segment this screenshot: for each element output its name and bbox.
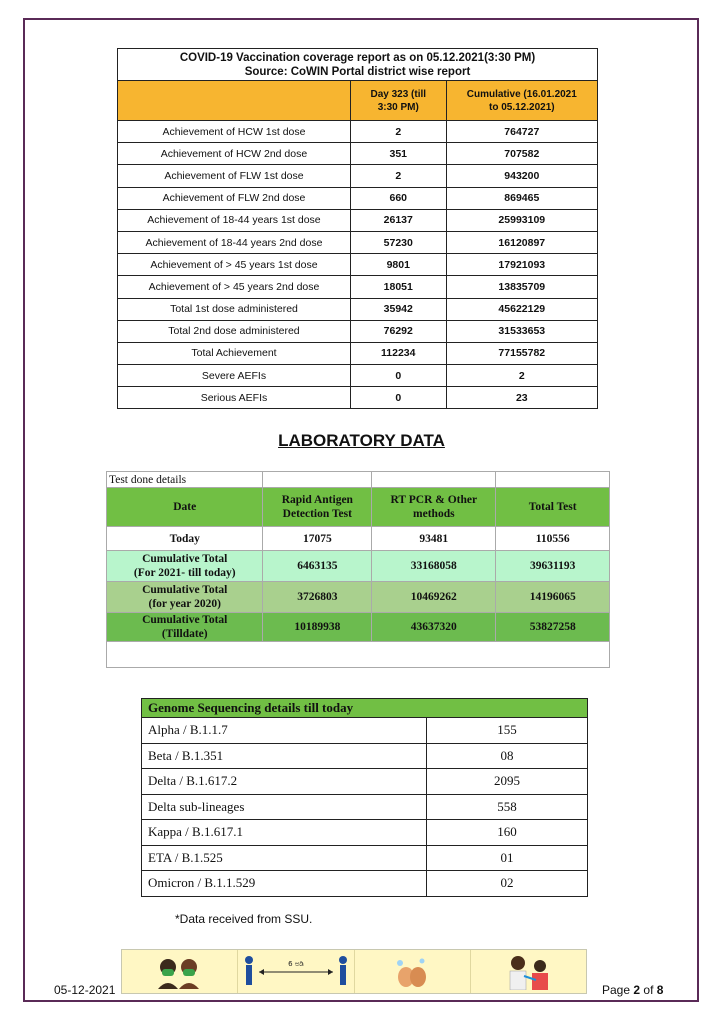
banner-distance-section [238,950,354,993]
data-note: *Data received from SSU. [175,912,313,926]
lab-row [107,551,610,582]
vaccination-row [118,276,598,298]
vaccination-row-label: Severe AEFIs [118,365,351,387]
genome-count: 558 [427,794,588,820]
vaccination-title-line1: COVID-19 Vaccination coverage report as on 05.12.2021(3:30 PM) [179,51,536,64]
vaccination-row-label: Total Achievement [118,342,351,364]
vaccination-row-label: Achievement of FLW 2nd dose [118,187,351,209]
genome-variant: Alpha / B.1.1.7 [142,718,427,744]
vaccination-row-cumulative: 2 [446,365,597,387]
vaccination-row-cumulative: 31533653 [446,320,597,342]
lab-header-date: Date [107,488,263,527]
genome-variant: Delta / B.1.617.2 [142,769,427,795]
vaccination-row [118,342,598,364]
vaccination-row [118,209,598,231]
lab-row-rtpcr: 10469262 [372,582,496,613]
genome-count: 08 [427,743,588,769]
vaccination-row-label: Achievement of > 45 years 2nd dose [118,276,351,298]
vaccination-row [118,298,598,320]
genome-count: 02 [427,871,588,897]
genome-row [142,718,588,744]
vaccination-row-cumulative: 869465 [446,187,597,209]
lab-row [107,582,610,613]
vaccination-row [118,165,598,187]
vaccination-row-day: 0 [350,365,446,387]
lab-row-label: Cumulative Total (For 2021- till today) [107,551,263,582]
vaccination-row-cumulative: 45622129 [446,298,597,320]
genome-row [142,743,588,769]
lab-row-label: Cumulative Total (Tilldate) [107,613,263,642]
vaccination-row-label: Achievement of HCW 1st dose [118,121,351,143]
safety-banner [121,949,587,994]
vaccination-row-day: 2 [350,165,446,187]
vaccination-row-day: 76292 [350,320,446,342]
vaccination-row [118,254,598,276]
vaccination-row [118,320,598,342]
genome-count: 155 [427,718,588,744]
lab-row-rapid: 6463135 [263,551,372,582]
lab-row-total: 110556 [496,527,610,551]
vaccination-row-cumulative: 17921093 [446,254,597,276]
vaccination-row-cumulative: 23 [446,387,597,409]
header-day: Day 323 (till 3:30 PM) [350,81,446,121]
genome-count: 01 [427,845,588,871]
vaccination-row-day: 0 [350,387,446,409]
handwash-icon [392,955,432,989]
vaccination-row-day: 35942 [350,298,446,320]
vaccination-row-cumulative: 707582 [446,143,597,165]
lab-row-total: 39631193 [496,551,610,582]
lab-top-label: Test done details [107,472,263,488]
vaccine-icon [498,954,558,990]
vaccination-row [118,387,598,409]
genome-variant: Kappa / B.1.617.1 [142,820,427,846]
genome-variant: ETA / B.1.525 [142,845,427,871]
vaccination-row-day: 351 [350,143,446,165]
vaccination-row-day: 660 [350,187,446,209]
vaccination-row-cumulative: 25993109 [446,209,597,231]
vaccination-row [118,231,598,253]
footer-date: 05-12-2021 [54,983,116,997]
vaccination-row-cumulative: 943200 [446,165,597,187]
lab-row-rapid: 3726803 [263,582,372,613]
vaccination-row-label: Total 1st dose administered [118,298,351,320]
header-cumulative: Cumulative (16.01.2021 to 05.12.2021) [446,81,597,121]
lab-row-rtpcr: 93481 [372,527,496,551]
lab-table [106,471,610,668]
lab-header-rapid: Rapid Antigen Detection Test [263,488,372,527]
lab-row-total: 53827258 [496,613,610,642]
lab-row-rapid: 10189938 [263,613,372,642]
vaccination-row-label: Achievement of HCW 2nd dose [118,143,351,165]
genome-variant: Beta / B.1.351 [142,743,427,769]
lab-heading: LABORATORY DATA [278,431,445,450]
lab-row-rtpcr: 43637320 [372,613,496,642]
genome-table [141,698,588,897]
lab-row [107,527,610,551]
vaccination-row-day: 2 [350,121,446,143]
vaccination-row-label: Total 2nd dose administered [118,320,351,342]
lab-row-label: Cumulative Total (for year 2020) [107,582,263,613]
genome-row [142,794,588,820]
genome-row [142,871,588,897]
vaccination-row-cumulative: 77155782 [446,342,597,364]
genome-count: 160 [427,820,588,846]
genome-row [142,769,588,795]
lab-header-total: Total Test [496,488,610,527]
vaccination-row [118,365,598,387]
vaccination-row-day: 9801 [350,254,446,276]
lab-row-rapid: 17075 [263,527,372,551]
genome-count: 2095 [427,769,588,795]
vaccination-row [118,143,598,165]
lab-empty-row [107,642,610,668]
vaccination-row-cumulative: 13835709 [446,276,597,298]
lab-row-label: Today [107,527,263,551]
svg-text:6 ಅಡಿ: 6 ಅಡಿ [288,959,304,968]
genome-row [142,845,588,871]
genome-title: Genome Sequencing details till today [142,699,588,718]
vaccination-row-day: 26137 [350,209,446,231]
vaccination-table [117,48,598,409]
banner-mask-section [122,950,238,993]
vaccination-row-cumulative: 764727 [446,121,597,143]
vaccination-row [118,121,598,143]
vaccination-row-label: Serious AEFIs [118,387,351,409]
genome-variant: Omicron / B.1.1.529 [142,871,427,897]
genome-variant: Delta sub-lineages [142,794,427,820]
vaccination-row-label: Achievement of > 45 years 1st dose [118,254,351,276]
vaccination-row-label: Achievement of 18-44 years 1st dose [118,209,351,231]
page-number: Page 2 of 8 [602,983,664,997]
banner-vaccine-section [471,950,586,993]
vaccination-row-label: Achievement of FLW 1st dose [118,165,351,187]
header-empty [118,81,351,121]
vaccination-row-cumulative: 16120897 [446,231,597,253]
vaccination-row-day: 57230 [350,231,446,253]
vaccination-title [118,49,598,81]
banner-handwash-section [355,950,471,993]
distance-icon [241,954,351,990]
lab-row-total: 14196065 [496,582,610,613]
lab-row-rtpcr: 33168058 [372,551,496,582]
lab-header-rtpcr: RT PCR & Other methods [372,488,496,527]
vaccination-row [118,187,598,209]
vaccination-row-label: Achievement of 18-44 years 2nd dose [118,231,351,253]
mask-icon [155,955,205,989]
vaccination-source: Source: CoWIN Portal district wise report [244,65,471,78]
vaccination-row-day: 112234 [350,342,446,364]
vaccination-row-day: 18051 [350,276,446,298]
genome-row [142,820,588,846]
lab-row [107,613,610,642]
